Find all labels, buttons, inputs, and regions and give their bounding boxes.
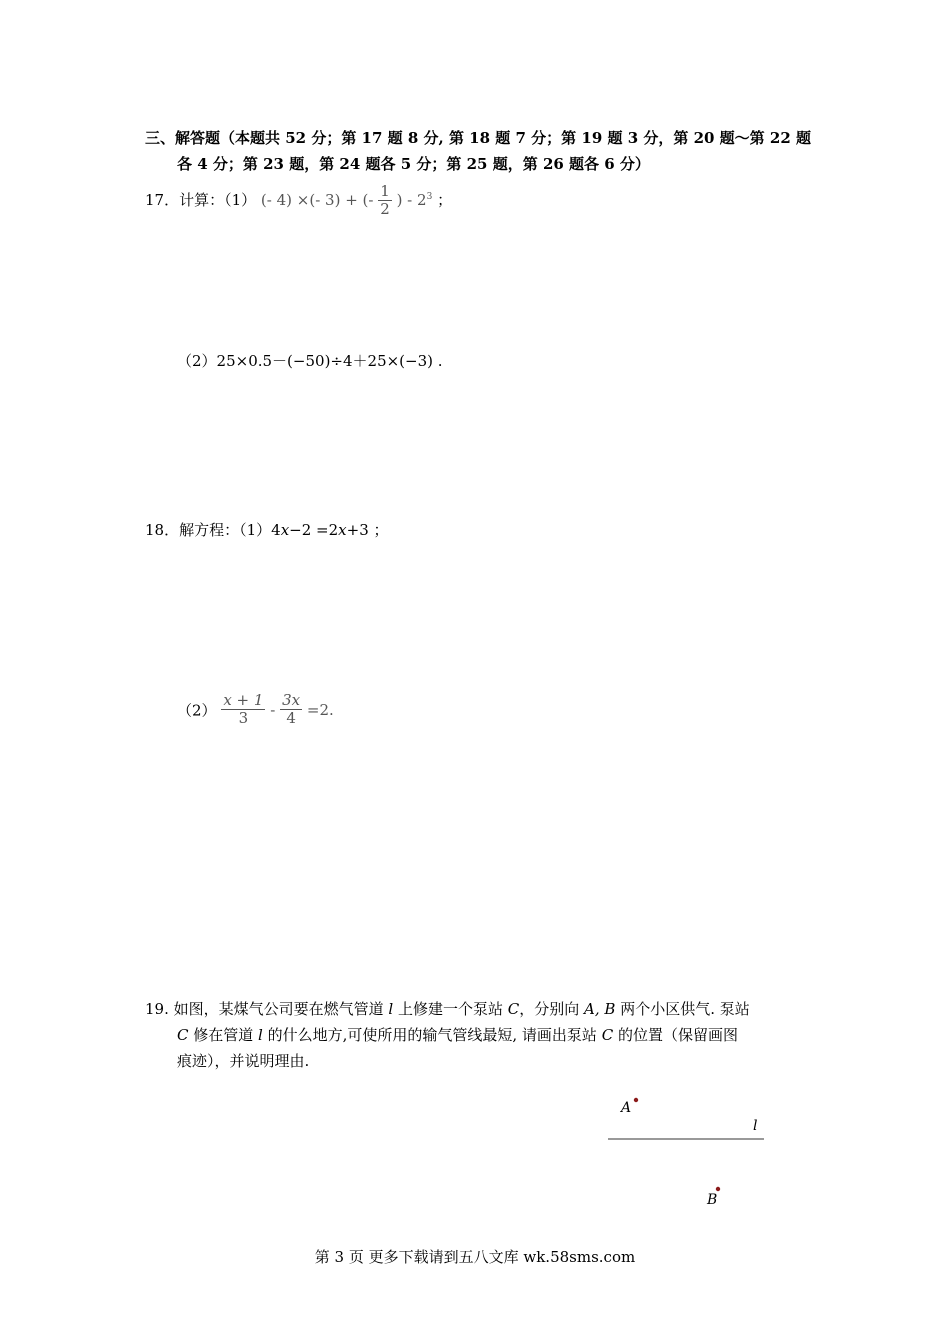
section-heading-line1: 三、解答题（本题共 52 分；第 17 题 8 分, 第 18 题 7 分；第 19 题 3 分，第 20 题～第 22 题 bbox=[145, 129, 812, 147]
question-17-part2: （2）25×0.5－(−50)÷4＋25×(−3) . bbox=[177, 352, 443, 370]
page-footer: 第 3 页 更多下载请到五八文库 wk.58sms.com bbox=[314, 1248, 636, 1266]
question-number: 17． bbox=[145, 190, 180, 209]
figure bbox=[600, 1090, 780, 1215]
section-heading-line2: 各 4 分；第 23 题，第 24 题各 5 分；第 25 题，第 26 题各 6 分） bbox=[177, 155, 650, 173]
question-19-line1: 19. 如图，某煤气公司要在燃气管道 l 上修建一个泵站 C，分别向 A, B 两个小区供气. 泵站 bbox=[145, 1000, 750, 1018]
label-b: B bbox=[707, 1192, 718, 1208]
fraction: $\frac{1}{2}$ bbox=[380, 182, 390, 219]
fraction: $\frac{3x}{4}$ bbox=[282, 691, 301, 728]
expression: (- 4) ×(- 3) + (- $\frac{1}{2}$ ) - $2^3$ bbox=[260, 182, 433, 219]
label-a: A bbox=[621, 1100, 632, 1116]
point-b bbox=[716, 1187, 720, 1191]
question-18-part1: 18．解方程：（1）4x−2 =2x+3 ； bbox=[145, 521, 389, 539]
question-18-part2: （2） $\frac{x + 1}{3}$ - $\frac{3x}{4}$ =2. bbox=[177, 691, 334, 728]
question-19-line2: C 修在管道 l 的什么地方,可使所用的输气管线最短, 请画出泵站 C 的位置（保留画图 bbox=[177, 1026, 738, 1044]
point-a bbox=[634, 1098, 638, 1102]
question-prompt: 计算：（1） bbox=[179, 190, 257, 209]
fraction: $\frac{x + 1}{3}$ bbox=[223, 691, 264, 728]
question-17-part1: 17．计算：（1） (- 4) ×(- 3) + (- $\frac{1}{2}$ ) - $2^3$ ； bbox=[145, 182, 453, 219]
question-number: 18． bbox=[145, 521, 180, 539]
figure-diagram bbox=[600, 1090, 780, 1215]
question-prompt: 解方程：（1） bbox=[179, 521, 272, 539]
question-19-line3: 痕迹），并说明理由. bbox=[177, 1052, 310, 1070]
label-l: l bbox=[753, 1118, 758, 1134]
